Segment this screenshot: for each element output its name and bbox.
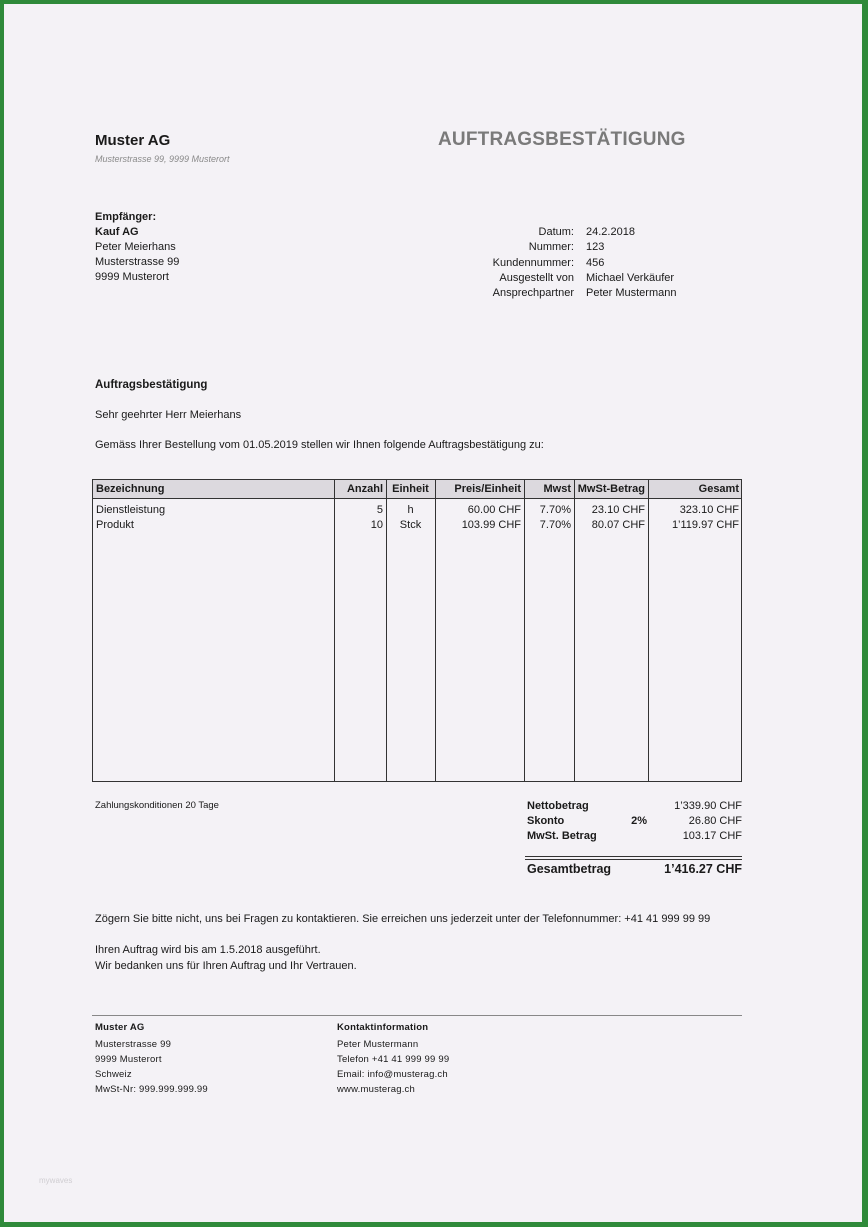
meta-value: Michael Verkäufer <box>586 271 675 284</box>
grand-total-label: Gesamtbetrag <box>527 862 612 876</box>
header-mwst: Mwst <box>543 483 571 495</box>
header-anzahl: Anzahl <box>346 483 383 495</box>
meta-row-number <box>474 240 676 255</box>
table-cell: 5 <box>376 504 383 516</box>
recipient-city: 9999 Musterort <box>95 271 169 283</box>
total-row-vat <box>527 829 742 844</box>
total-value: 26.80 CHF <box>688 815 742 827</box>
table-cell: 23.10 CHF <box>591 504 645 516</box>
meta-value: Peter Mustermann <box>586 287 677 300</box>
total-value: 103.17 CHF <box>682 830 742 842</box>
total-row-net <box>527 799 742 814</box>
table-cell: 10 <box>370 519 383 531</box>
recipient-label: Empfänger: <box>95 211 157 223</box>
totals-block <box>527 799 742 844</box>
closing-text <box>95 943 357 974</box>
document-page <box>4 4 862 1222</box>
meta-row-issued-by <box>474 271 676 286</box>
meta-row-date <box>474 225 676 240</box>
recipient-company: Kauf AG <box>95 226 139 238</box>
meta-label: Nummer: <box>528 241 574 254</box>
document-meta <box>474 225 676 301</box>
watermark: mywaves <box>39 1176 73 1185</box>
footer-line: Musterstrasse 99 <box>95 1039 172 1050</box>
total-label: MwSt. Betrag <box>527 830 597 842</box>
table-cell: 7.70% <box>539 504 571 516</box>
closing-line: Wir bedanken uns für Ihren Auftrag und Ihr Vertrauen. <box>95 959 357 972</box>
footer-email: Email: info@musterag.ch <box>337 1069 448 1080</box>
table-cell: 7.70% <box>539 519 571 531</box>
table-cell: 60.00 CHF <box>467 504 521 516</box>
header-einheit: Einheit <box>392 483 429 495</box>
total-value: 1’339.90 CHF <box>674 800 742 812</box>
total-row-discount <box>527 814 742 829</box>
footer-line: Schweiz <box>95 1069 132 1080</box>
table-cell: 323.10 CHF <box>679 504 739 516</box>
footer-line: 9999 Musterort <box>95 1054 162 1065</box>
footer-line: MwSt-Nr: 999.999.999.99 <box>95 1084 208 1095</box>
footer-website: www.musterag.ch <box>337 1084 415 1095</box>
payment-terms: Zahlungskonditionen 20 Tage <box>95 800 219 811</box>
recipient-street: Musterstrasse 99 <box>95 256 180 268</box>
recipient-person: Peter Meierhans <box>95 241 176 253</box>
contact-text: Zögern Sie bitte nicht, uns bei Fragen zu kontaktieren. Sie erreichen uns jederzeit unter der Telefonnummer: +41 41 999 99 99 <box>95 913 711 925</box>
footer-contact <box>337 1020 449 1097</box>
items-table <box>92 479 742 782</box>
table-cell: 103.99 CHF <box>461 519 521 531</box>
meta-value: 24.2.2018 <box>586 226 635 238</box>
grand-total-value: 1’416.27 CHF <box>664 862 742 876</box>
closing-line: Ihren Auftrag wird bis am 1.5.2018 ausgeführt. <box>95 944 321 956</box>
total-label: Skonto <box>527 815 565 827</box>
table-cell: 80.07 CHF <box>591 519 645 531</box>
footer-company <box>95 1020 208 1097</box>
meta-value: 123 <box>586 241 605 254</box>
footer-heading: Kontaktinformation <box>337 1022 429 1033</box>
meta-label: Kundennummer: <box>492 256 574 269</box>
total-pct: 2% <box>631 815 647 827</box>
footer-heading: Muster AG <box>95 1022 145 1033</box>
grand-total-rule <box>525 856 742 857</box>
header-bezeichnung: Bezeichnung <box>96 483 165 495</box>
table-cell: h <box>407 504 414 516</box>
meta-row-customer-number <box>474 256 676 271</box>
meta-row-contact-person <box>474 286 676 301</box>
document-title: AUFTRAGSBESTÄTIGUNG <box>438 129 686 150</box>
total-pct <box>617 799 647 814</box>
table-cell: 1’119.97 CHF <box>671 519 739 531</box>
meta-label: Datum: <box>538 226 574 238</box>
table-cell: Produkt <box>96 519 134 531</box>
header-gesamt: Gesamt <box>698 483 739 495</box>
meta-value: 456 <box>586 256 605 269</box>
subject-heading: Auftragsbestätigung <box>95 379 208 391</box>
footer-line: Peter Mustermann <box>337 1039 419 1050</box>
recipient-block <box>95 210 179 285</box>
grand-total <box>527 862 742 876</box>
table-cell: Stck <box>399 519 422 531</box>
meta-label: Ansprechpartner <box>492 287 574 300</box>
total-label: Nettobetrag <box>527 800 589 812</box>
salutation: Sehr geehrter Herr Meierhans <box>95 409 242 421</box>
intro-text: Gemäss Ihrer Bestellung vom 01.05.2019 stellen wir Ihnen folgende Auftragsbestätigung zu: <box>95 439 544 451</box>
sender-name: Muster AG <box>95 132 171 149</box>
footer-line: Telefon +41 41 999 99 99 <box>337 1054 450 1065</box>
total-pct <box>617 829 647 844</box>
sender-address: Musterstrasse 99, 9999 Musterort <box>95 154 230 164</box>
meta-label: Ausgestellt von <box>499 271 574 284</box>
grand-total-rule <box>525 859 742 860</box>
table-cell: Dienstleistung <box>96 504 166 516</box>
header-mwst-betrag: MwSt-Betrag <box>577 483 645 495</box>
footer-divider <box>92 1015 742 1016</box>
header-preis: Preis/Einheit <box>454 483 521 495</box>
